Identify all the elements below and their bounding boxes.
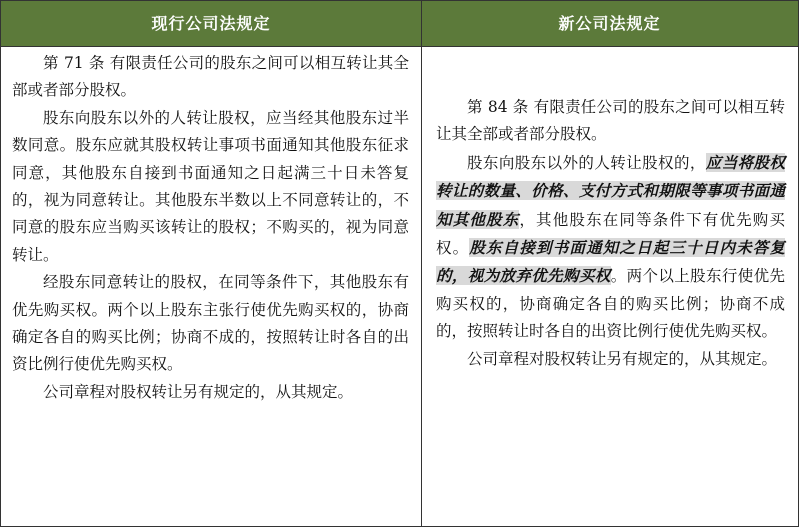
highlighted-change-notice: 应当将股权转让的数量、价格、支付方式和期限等事项书面通知其他股东 (436, 152, 785, 229)
old-law-column (1, 46, 421, 526)
new-law-paragraph-2 (436, 149, 785, 346)
new-law-text-segment: 。两个以上股东行使优先购买权的，协商确定各自的购买比例；协商不成的，按照转让时各自的出资比例行使优先购买权。 (436, 267, 785, 341)
new-law-article: 第 84 条 有限责任公司的股东之间可以相互转让其全部或者部分股权。 (436, 98, 785, 144)
header-new-law: 新公司法规定 (558, 14, 661, 33)
new-law-text-segment: 股东向股东以外的人转让股权的， (467, 153, 706, 172)
old-law-paragraph-4: 公司章程对股权转让另有规定的，从其规定。 (43, 382, 354, 401)
old-law-paragraph-3: 经股东同意转让的股权，在同等条件下，其他股东有优先购买权。两个以上股东主张行使优先购买权的，协商确定各自的购买比例；协商不成的，按照转让时各自的出资比例行使优先购买权。 (12, 273, 409, 374)
highlighted-change-waiver: 股东自接到书面通知之日起三十日内未答复的，视为放弃优先购买权 (436, 238, 785, 286)
new-law-text-segment: ，其他股东在同等条件下有优先购买权。 (436, 210, 785, 258)
header-old-law: 现行公司法规定 (151, 14, 271, 33)
new-law-column (422, 46, 798, 526)
old-law-paragraph-2: 股东向股东以外的人转让股权，应当经其他股东过半数同意。股东应就其股权转让事项书面通知其他股东征求同意，其他股东自接到书面通知之日起满三十日未答复的，视为同意转让。其他股东半数以上不同意转让的，不同意的股东应当购买该转让的股权；不购买的，视为同意转让。 (12, 108, 409, 264)
new-law-paragraph-3: 公司章程对股权转让另有规定的，从其规定。 (467, 349, 778, 368)
old-law-article: 第 71 条 有限责任公司的股东之间可以相互转让其全部或者部分股权。 (12, 54, 409, 100)
table-header-row (1, 1, 798, 47)
